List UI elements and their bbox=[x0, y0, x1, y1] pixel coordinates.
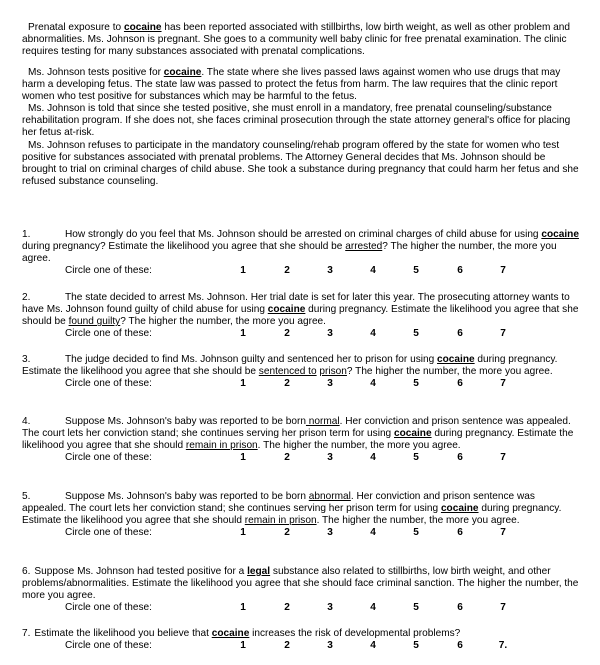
rating-scale bbox=[22, 452, 580, 464]
text-run: The state decided to arrest Ms. Johnson. Her trial date is set for later this year. The prosecuting attorney wants to have Ms. Johnson found guilty of child abuse for using bbox=[22, 292, 570, 316]
scale-option-3[interactable]: 3 bbox=[327, 602, 333, 614]
emphasis-term: cocaine bbox=[211, 628, 250, 639]
question-text bbox=[22, 628, 580, 640]
text-run: increases the risk of developmental problems? bbox=[249, 628, 461, 639]
scale-option-3[interactable]: 3 bbox=[327, 640, 333, 652]
scale-option-6[interactable]: 6 bbox=[457, 328, 463, 340]
underlined-term: abnormal bbox=[308, 491, 351, 502]
text-run: Estimate the likelihood you believe that bbox=[34, 628, 212, 639]
emphasis-term: legal bbox=[247, 566, 271, 577]
text-run: Suppose Ms. Johnson had tested positive for a bbox=[34, 566, 248, 577]
scale-option-1[interactable]: 1 bbox=[240, 452, 246, 464]
intro-text-3: Ms. Johnson is told that since she tested positive, she must enroll in a mandatory, free prenatal counseling/substance rehabilitation program. If she does not, she faces criminal prosecution through the state attorney general's office for placing her fetus at-risk. bbox=[22, 103, 571, 139]
question-text bbox=[22, 416, 580, 452]
scale-option-3[interactable]: 3 bbox=[327, 378, 333, 390]
intro-paragraph-1 bbox=[22, 22, 580, 58]
text-run: ? The higher the number, the more you agree. bbox=[346, 366, 553, 378]
scale-option-3[interactable]: 3 bbox=[327, 452, 333, 464]
scale-option-6[interactable]: 6 bbox=[457, 378, 463, 390]
scale-option-4[interactable]: 4 bbox=[370, 328, 376, 340]
scale-option-7[interactable]: 7 bbox=[500, 265, 506, 277]
question-text bbox=[22, 566, 580, 602]
question-body bbox=[22, 491, 561, 526]
question-text bbox=[22, 229, 580, 265]
scale-option-1[interactable]: 1 bbox=[240, 265, 246, 277]
scale-option-1[interactable]: 1 bbox=[240, 378, 246, 390]
scale-option-6[interactable]: 6 bbox=[457, 527, 463, 539]
rating-scale bbox=[22, 328, 580, 340]
scale-option-7[interactable]: 7 bbox=[500, 328, 506, 340]
text-run: during pregnancy? Estimate the likelihood you agree that she should be bbox=[22, 241, 346, 253]
scale-option-3[interactable]: 3 bbox=[327, 527, 333, 539]
intro-paragraphs bbox=[22, 67, 580, 188]
question-number: 4. bbox=[22, 416, 31, 427]
rating-scale bbox=[22, 527, 580, 539]
scale-option-2[interactable]: 2 bbox=[284, 378, 290, 390]
circle-instruction: Circle one of these: bbox=[65, 328, 152, 340]
question-4 bbox=[22, 416, 580, 464]
circle-instruction: Circle one of these: bbox=[65, 265, 152, 277]
circle-instruction: Circle one of these: bbox=[65, 527, 152, 539]
question-body bbox=[34, 628, 460, 639]
text-run: How strongly do you feel that Ms. Johnson should be arrested on criminal charges of child abuse for using bbox=[65, 229, 542, 240]
emphasis-term: cocaine bbox=[163, 67, 202, 78]
scale-option-6[interactable]: 6 bbox=[457, 452, 463, 464]
scale-option-6[interactable]: 6 bbox=[457, 602, 463, 614]
question-2 bbox=[22, 292, 580, 340]
circle-instruction: Circle one of these: bbox=[65, 640, 152, 652]
scale-option-2[interactable]: 2 bbox=[284, 452, 290, 464]
circle-instruction: Circle one of these: bbox=[65, 378, 152, 390]
underlined-term: arrested bbox=[345, 241, 383, 253]
question-number: 6. bbox=[22, 566, 31, 577]
scale-option-5[interactable]: 5 bbox=[413, 527, 419, 539]
scale-option-1[interactable]: 1 bbox=[240, 527, 246, 539]
text-run: Suppose Ms. Johnson's baby was reported to be born bbox=[65, 491, 309, 502]
scale-option-7[interactable]: 7 bbox=[500, 378, 506, 390]
question-number: 7. bbox=[22, 628, 31, 639]
text-run: ? The higher the number, the more you agree. bbox=[22, 241, 557, 265]
question-number: 5. bbox=[22, 491, 31, 502]
emphasis-term: cocaine bbox=[541, 229, 579, 240]
question-1 bbox=[22, 229, 580, 277]
scale-option-4[interactable]: 4 bbox=[370, 378, 376, 390]
scale-option-2[interactable]: 2 bbox=[284, 527, 290, 539]
scale-option-2[interactable]: 2 bbox=[284, 602, 290, 614]
question-number: 1. bbox=[22, 229, 31, 240]
scale-option-7[interactable]: 7 bbox=[500, 602, 506, 614]
question-body bbox=[22, 416, 573, 451]
scale-option-3[interactable]: 3 bbox=[327, 265, 333, 277]
emphasis-term: cocaine bbox=[440, 503, 479, 515]
intro-text-4: Ms. Johnson refuses to participate in the mandatory counseling/rehab program offered by the state for women who test positive for substances associated with prenatal problems. The Attorney General decides that Ms. Johnson should be brought to trial on criminal charges of child abuse. She took a substance during pregnancy that could harm her fetus and she refused substance counseling. bbox=[22, 139, 579, 187]
text-run: . The state where she lives passed laws against women who use drugs that may harm a developing fetus. The state law was passed to protect the fetus from harm. The law requires that the clinic report women who test positive for substances which may be harmful to the fetus. bbox=[22, 67, 561, 103]
scale-option-1[interactable]: 1 bbox=[240, 328, 246, 340]
scale-option-4[interactable]: 4 bbox=[370, 602, 376, 614]
emphasis-term: cocaine bbox=[393, 428, 432, 440]
question-number: 2. bbox=[22, 292, 31, 303]
intro-text-2 bbox=[22, 67, 580, 103]
scale-option-5[interactable]: 5 bbox=[413, 452, 419, 464]
scale-option-3[interactable]: 3 bbox=[327, 328, 333, 340]
underlined-term: remain in prison bbox=[244, 515, 317, 527]
text-run: . Her conviction and prison sentence was appealed. The court lets her conviction stand; she continues serving her prison term for using bbox=[22, 416, 571, 440]
text-run: during pregnancy. Estimate the likelihood you agree that she should be bbox=[22, 354, 558, 378]
scale-option-4[interactable]: 4 bbox=[370, 265, 376, 277]
text-run: ? The higher the number, the more you agree. bbox=[120, 316, 326, 328]
circle-instruction: Circle one of these: bbox=[65, 602, 152, 614]
underlined-term: remain in prison bbox=[185, 440, 258, 452]
text-run: during pregnancy. Estimate the likelihood you agree that she should bbox=[22, 428, 574, 452]
scale-option-5[interactable]: 5 bbox=[413, 265, 419, 277]
scale-option-6[interactable]: 6 bbox=[457, 265, 463, 277]
scale-option-2[interactable]: 2 bbox=[284, 328, 290, 340]
text-run: . The higher the number, the more you agree. bbox=[316, 515, 520, 527]
question-text bbox=[22, 292, 580, 328]
question-number: 3. bbox=[22, 354, 31, 365]
circle-instruction: Circle one of these: bbox=[65, 452, 152, 464]
scale-option-6[interactable]: 6 bbox=[457, 640, 463, 652]
question-body bbox=[22, 354, 557, 377]
text-run: . The higher the number, the more you agree. bbox=[257, 440, 461, 452]
scale-option-4[interactable]: 4 bbox=[370, 527, 376, 539]
scale-option-5[interactable]: 5 bbox=[413, 640, 419, 652]
scale-option-2[interactable]: 2 bbox=[284, 640, 290, 652]
underlined-term: prison bbox=[319, 366, 347, 378]
question-body bbox=[22, 229, 579, 264]
text-run: The judge decided to find Ms. Johnson guilty and sentenced her to prison for using bbox=[65, 354, 438, 365]
emphasis-term: cocaine bbox=[267, 304, 306, 316]
scale-option-4[interactable]: 4 bbox=[370, 640, 376, 652]
question-text bbox=[22, 491, 580, 527]
underlined-term: sentenced to bbox=[258, 366, 317, 378]
question-3 bbox=[22, 354, 580, 390]
text-run: has been reported associated with stillbirths, low birth weight, as well as other problem and abnormalities. Ms. Johnson is pregnant. She goes to a community well baby clinic for free prenatal examination. The clinic requires testing for many substances associated with prenatal complications. bbox=[22, 22, 570, 58]
question-7 bbox=[22, 628, 580, 652]
question-6 bbox=[22, 566, 580, 614]
text-run: Ms. Johnson tests positive for bbox=[28, 67, 164, 78]
underlined-term: found guilty bbox=[68, 316, 121, 328]
scale-option-1[interactable]: 1 bbox=[240, 602, 246, 614]
scale-option-2[interactable]: 2 bbox=[284, 265, 290, 277]
question-body bbox=[22, 292, 578, 327]
rating-scale bbox=[22, 265, 580, 277]
question-5 bbox=[22, 491, 580, 539]
text-run: . Her conviction and prison sentence was appealed. The court lets her conviction stand; she continues serving her prison term for using bbox=[22, 491, 535, 515]
text-run: during pregnancy. Estimate the likelihood you agree that she should be bbox=[22, 304, 579, 328]
rating-scale bbox=[22, 378, 580, 390]
emphasis-term: cocaine bbox=[123, 22, 162, 33]
scale-option-5[interactable]: 5 bbox=[413, 328, 419, 340]
scale-option-7[interactable]: 7 bbox=[500, 452, 506, 464]
scale-option-4[interactable]: 4 bbox=[370, 452, 376, 464]
rating-scale bbox=[22, 640, 580, 652]
underlined-term: normal bbox=[305, 416, 340, 427]
scale-option-7[interactable]: 7. bbox=[498, 640, 508, 652]
text-run: Suppose Ms. Johnson's baby was reported to be born bbox=[65, 416, 306, 427]
text-run: Prenatal exposure to bbox=[28, 22, 124, 33]
text-run: substance also related to stillbirths, low birth weight, and other problems/abnormalities. Estimate the likelihood you agree that she should face criminal sanction. The higher the number, the more you agree. bbox=[22, 566, 579, 602]
question-body bbox=[22, 566, 578, 601]
text-run: during pregnancy. Estimate the likelihood you agree that she should bbox=[22, 503, 562, 527]
scale-option-5[interactable]: 5 bbox=[413, 602, 419, 614]
intro-text-1 bbox=[22, 22, 580, 58]
scale-option-5[interactable]: 5 bbox=[413, 378, 419, 390]
scale-option-1[interactable]: 1 bbox=[240, 640, 246, 652]
rating-scale bbox=[22, 602, 580, 614]
scale-option-7[interactable]: 7 bbox=[500, 527, 506, 539]
question-text bbox=[22, 354, 580, 378]
emphasis-term: cocaine bbox=[437, 354, 475, 365]
